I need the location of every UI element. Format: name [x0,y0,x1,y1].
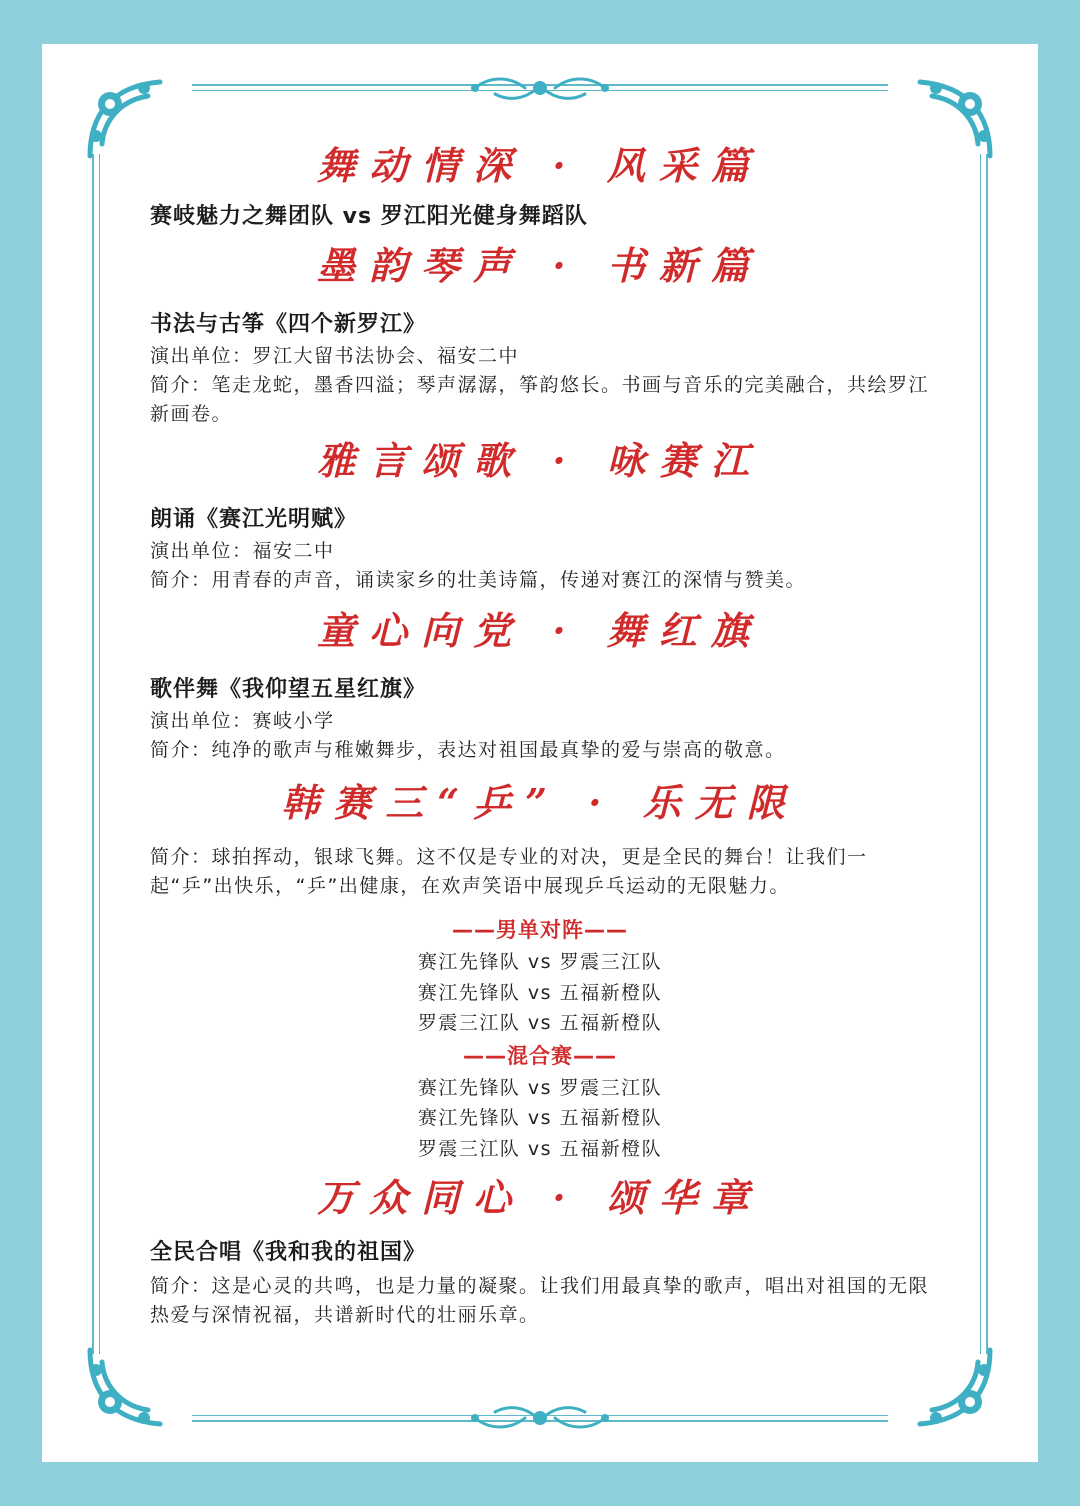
center-scroll-icon [465,74,615,102]
frame-right-line-outer [986,154,988,1354]
performer-line: 演出单位：福安二中 [150,540,335,562]
program-name: 歌伴舞《我仰望五星红旗》 [150,677,427,702]
section-title-dance: 舞动情深 · 风采篇 [317,143,763,188]
frame-left-line-inner [99,154,100,1354]
program-content [150,140,930,1330]
performer-line: 演出单位：罗江大留书法协会、福安二中 [150,345,520,367]
mixed-title: ——混合赛—— [463,1043,617,1068]
section-title-children: 童心向党 · 舞红旗 [317,608,763,653]
program-name: 书法与古筝《四个新罗江》 [150,312,427,337]
corner-scroll-icon [82,1342,172,1432]
men-singles-title: ——男单对阵—— [452,918,628,942]
match-item: 赛江先锋队 vs 五福新橙队 [417,981,663,1004]
match-item: 赛江先锋队 vs 罗震三江队 [417,1076,663,1099]
program-name: 全民合唱《我和我的祖国》 [150,1240,427,1265]
section-title-calligraphy: 墨韵琴声 · 书新篇 [317,243,763,288]
match-item: 罗震三江队 vs 五福新橙队 [417,1137,663,1160]
dance-teams: 赛岐魅力之舞团队 vs 罗江阳光健身舞蹈队 [150,204,588,229]
intro-text: 简介：纯净的歌声与稚嫩舞步，表达对祖国最真挚的爱与崇高的敬意。 [150,739,786,761]
match-item: 赛江先锋队 vs 罗震三江队 [417,951,663,973]
center-scroll-icon [465,1404,615,1432]
section-title-recitation: 雅言颂歌 · 咏赛江 [317,438,763,483]
intro-text: 简介：用青春的声音，诵读家乡的壮美诗篇，传递对赛江的深情与赞美。 [150,569,807,591]
intro-text: 简介：这是心灵的共鸣，也是力量的凝聚。让我们用最真挚的歌声，唱出对祖国的无限热爱与深情祝福，共谱新时代的壮丽乐章。 [150,1275,930,1326]
program-name: 朗诵《赛江光明赋》 [150,507,358,532]
match-item: 赛江先锋队 vs 五福新橙队 [417,1107,663,1129]
intro-text: 简介：球拍挥动，银球飞舞。这不仅是专业的对决，更是全民的舞台！让我们一起“乒”出快乐，“乒”出健康，在欢声笑语中展现乒乓运动的无限魅力。 [150,846,868,897]
frame-right-line-inner [980,154,981,1354]
corner-scroll-icon [908,1342,998,1432]
section-title-chorus: 万众同心 · 颂华章 [317,1175,763,1220]
frame-left-line-outer [92,154,94,1354]
match-item: 罗震三江队 vs 五福新橙队 [417,1012,663,1034]
intro-text: 简介：笔走龙蛇，墨香四溢；琴声潺潺，筝韵悠长。书画与音乐的完美融合，共绘罗江新画卷。 [150,374,930,425]
section-title-pingpong: 韩赛三“乒” · 乐无限 [281,780,799,825]
performer-line: 演出单位：赛岐小学 [150,710,335,732]
